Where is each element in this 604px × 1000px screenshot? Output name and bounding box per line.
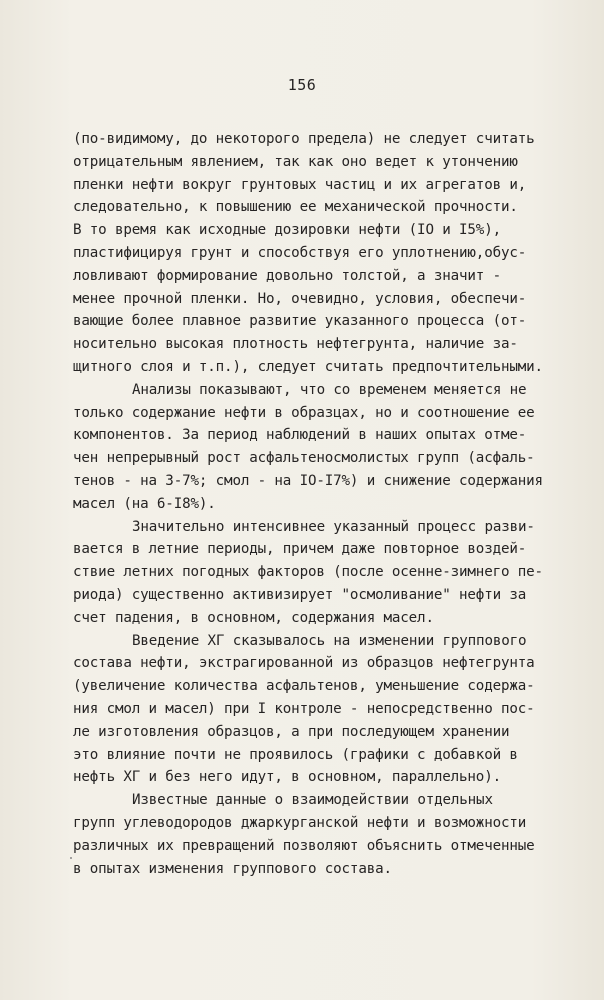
text-line: это влияние почти не проявилось (графики с добавкой в bbox=[73, 746, 518, 763]
text-line: В то время как исходные дозировки нефти (IO и I5%), bbox=[73, 222, 501, 239]
text-line: Известные данные о взаимодействии отдельных bbox=[132, 792, 493, 809]
text-line: счет падения, в основном, содержания масел. bbox=[73, 609, 434, 626]
body-text bbox=[73, 128, 573, 880]
page-number: 156 bbox=[287, 76, 317, 94]
text-line: щитного слоя и т.п.), следует считать предпочтительными. bbox=[73, 358, 543, 375]
text-line: пластифицируя грунт и способствуя его уплотнению,обус- bbox=[73, 244, 527, 261]
text-line: групп углеводородов джаркурганской нефти и возможности bbox=[73, 814, 527, 831]
text-line: Введение ХГ сказывалось на изменении группового bbox=[132, 632, 527, 649]
text-line: Анализы показывают, что со временем меняется не bbox=[132, 381, 527, 398]
margin-mark bbox=[70, 857, 72, 859]
text-line: нефть ХГ и без него идут, в основном, параллельно). bbox=[73, 769, 501, 786]
text-line: различных их превращений позволяют объяснить отмеченные bbox=[73, 837, 535, 854]
text-line: компонентов. За период наблюдений в наших опытах отме- bbox=[73, 427, 527, 444]
text-line: ствие летних погодных факторов (после осенне-зимнего пе- bbox=[73, 564, 543, 581]
text-line: вающие более плавное развитие указанного процесса (от- bbox=[73, 313, 527, 330]
text-line: масел (на 6-I8%). bbox=[73, 495, 216, 512]
text-line: ле изготовления образцов, а при последующем хранении bbox=[73, 723, 510, 740]
text-line: пленки нефти вокруг грунтовых частиц и их агрегатов и, bbox=[73, 176, 527, 193]
text-line: чен непрерывный рост асфальтеносмолистых групп (асфаль- bbox=[73, 450, 535, 467]
text-line: (увеличение количества асфальтенов, уменьшение содержа- bbox=[73, 678, 535, 695]
text-line: риода) существенно активизирует "осмоливание" нефти за bbox=[73, 586, 527, 603]
text-line: носительно высокая плотность нефтегрунта, наличие за- bbox=[73, 336, 518, 353]
text-line: тенов - на 3-7%; смол - на IO-I7%) и снижение содержания bbox=[73, 472, 543, 489]
text-line: только содержание нефти в образцах, но и соотношение ее bbox=[73, 404, 535, 421]
text-line: ловливают формирование довольно толстой, а значит - bbox=[73, 267, 501, 284]
text-line: вается в летние периоды, причем даже повторное воздей- bbox=[73, 541, 527, 558]
text-line: состава нефти, экстрагированной из образцов нефтегрунта bbox=[73, 655, 535, 672]
text-line: менее прочной пленки. Но, очевидно, условия, обеспечи- bbox=[73, 290, 527, 307]
text-line: Значительно интенсивнее указанный процесс разви- bbox=[132, 518, 535, 535]
text-line: в опытах изменения группового состава. bbox=[73, 860, 392, 877]
text-line: следовательно, к повышению ее механической прочности. bbox=[73, 199, 518, 216]
text-line: ния смол и масел) при I контроле - непосредственно пос- bbox=[73, 700, 535, 717]
text-line: отрицательным явлением, так как оно ведет к утончению bbox=[73, 153, 518, 170]
text-line: (по-видимому, до некоторого предела) не следует считать bbox=[73, 131, 535, 147]
